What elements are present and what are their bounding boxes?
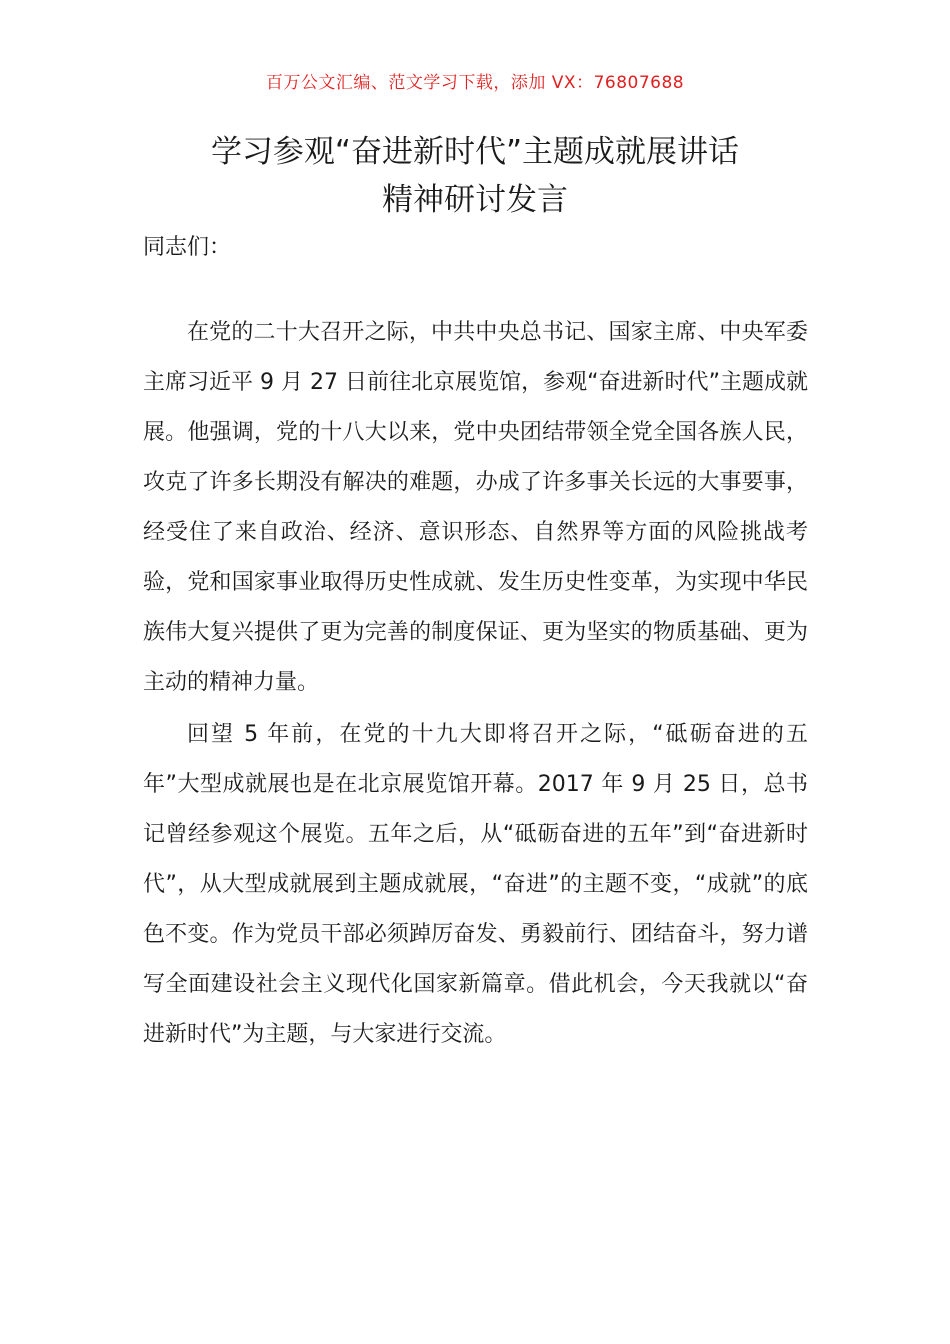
title-line-2: 精神研讨发言 <box>382 182 568 218</box>
salutation: 同志们： <box>143 235 232 260</box>
title-line-1: 学习参观“奋进新时代”主题成就展讲话 <box>210 134 740 170</box>
document-body <box>143 232 808 1062</box>
paragraph: 在党的二十大召开之际，中共中央总书记、国家主席、中央军委主席习近平 9 月 27 日前往北京展览馆，参观“奋进新时代”主题成就展。他强调，党的十八大以来，党中央团结带领全党全国各族人民，攻克了许多长期没有解决的难题，办成了许多事关长远的大事要事，经受住了来自政治、经济、意识形态、自然界等方面的风险挑战考验，党和国家事业取得历史性成就、发生历史性变革，为实现中华民族伟大复兴提供了更为完善的制度保证、更为坚实的物质基础、更为主动的精神力量。 <box>143 320 808 695</box>
header-note: 百万公文汇编、范文学习下载，添加 VX：76807688 <box>265 73 685 93</box>
paragraph: 回望 5 年前，在党的十九大即将召开之际，“砥砺奋进的五年”大型成就展也是在北京展览馆开幕。2017 年 9 月 25 日，总书记曾经参观这个展览。五年之后，从“砥砺奋进的五年”到“奋进新时代”，从大型成就展到主题成就展，“奋进”的主题不变，“成就”的底色不变。作为党员干部必须踔厉奋发、勇毅前行、团结奋斗，努力谱写全面建设社会主义现代化国家新篇章。借此机会，今天我就以“奋进新时代”为主题，与大家进行交流。 <box>143 722 808 1047</box>
document-title <box>120 128 830 224</box>
